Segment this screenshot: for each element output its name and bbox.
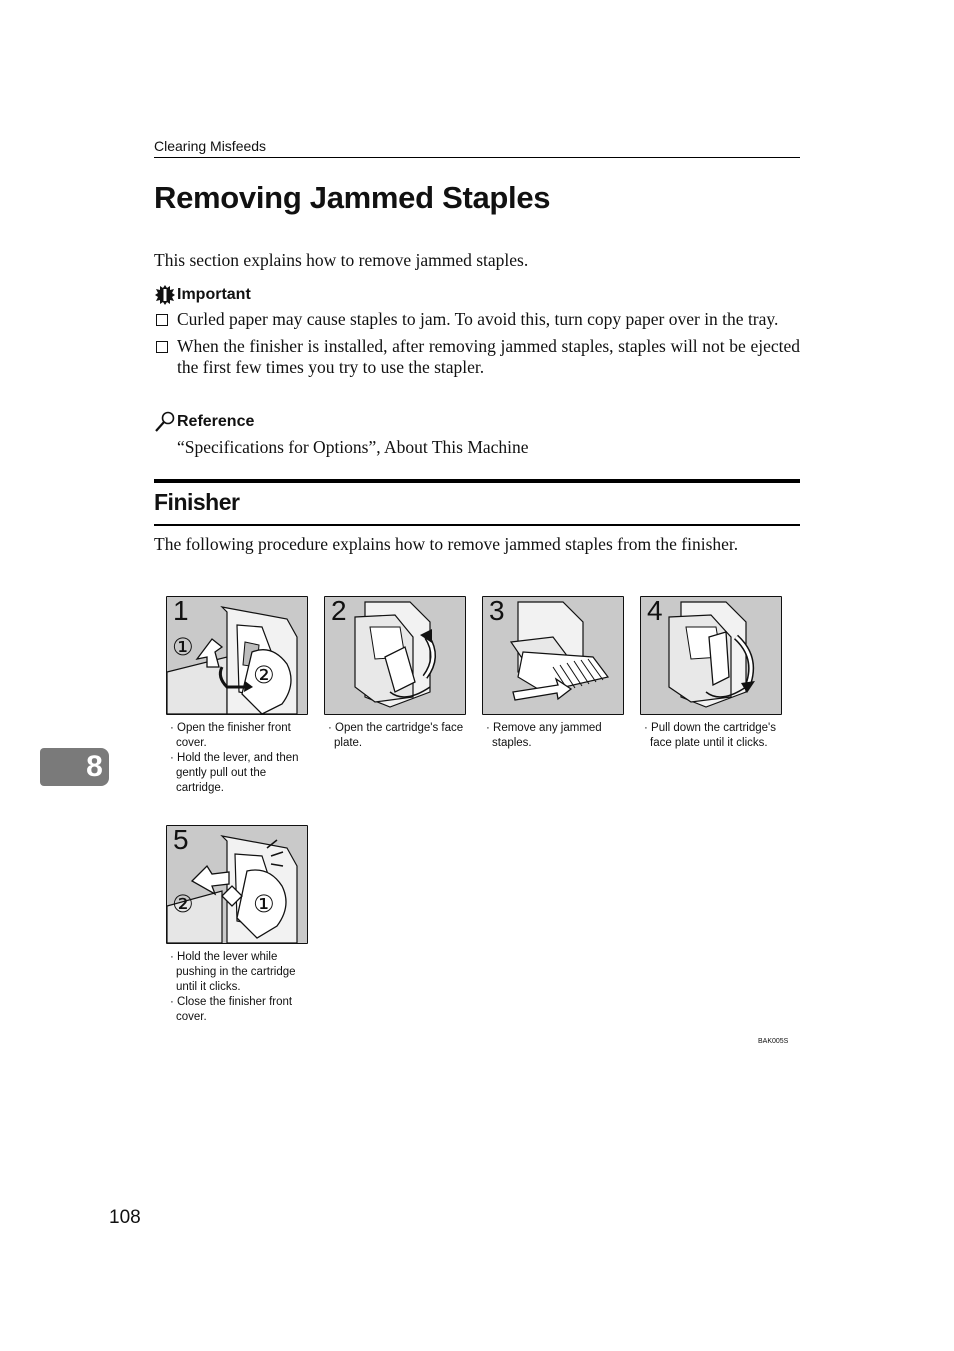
page-number: 108 (109, 1207, 141, 1228)
section-intro: The following procedure explains how to remove jammed staples from the finisher. (154, 534, 739, 554)
reference-label: Reference (177, 413, 255, 430)
step-caption (482, 721, 624, 751)
important-heading (154, 284, 251, 306)
checkbox-icon (156, 341, 168, 353)
reference-text: “Specifications for Options”, About This Machine (177, 437, 529, 457)
chapter-tab: 8 (40, 748, 109, 786)
figure-code: BAK005S (758, 1038, 789, 1045)
important-icon (154, 284, 176, 306)
important-list (154, 309, 800, 384)
step-caption (166, 721, 308, 796)
step-4 (640, 596, 782, 751)
step-number: 3 (489, 596, 505, 626)
step-number: 1 (173, 596, 189, 626)
step-illustration (166, 596, 308, 715)
checkbox-icon (156, 314, 168, 326)
intro-text: This section explains how to remove jammed staples. (154, 250, 529, 270)
circled-number-1: ① (253, 890, 275, 918)
step-illustration (482, 596, 624, 715)
circled-number-2: ② (172, 890, 194, 918)
step-illustration (324, 596, 466, 715)
section-rule-bottom (154, 524, 800, 526)
caption-line: · Close the finisher front cover. (170, 996, 293, 1023)
step-number: 4 (647, 596, 663, 626)
step-illustration (640, 596, 782, 715)
caption-line: · Open the cartridge's face plate. (328, 722, 464, 749)
list-item (154, 309, 800, 330)
step-number: 2 (331, 596, 347, 626)
step-caption (324, 721, 466, 751)
section-rule-top (154, 479, 800, 483)
list-item-text: When the finisher is installed, after removing jammed staples, staples will not be ejected the first few times you try to use the stapler. (177, 336, 800, 377)
reference-heading (154, 411, 254, 433)
page-title: Removing Jammed Staples (154, 180, 551, 215)
circled-number-1: ① (172, 633, 194, 661)
section-title: Finisher (154, 489, 240, 515)
caption-line: · Open the finisher front cover. (170, 722, 291, 749)
circled-number-2: ② (253, 661, 275, 689)
step-3 (482, 596, 624, 751)
important-label: Important (177, 286, 251, 303)
step-caption (166, 950, 308, 1025)
step-illustration (166, 825, 308, 944)
magnifier-icon (154, 411, 176, 433)
step-number: 5 (173, 825, 189, 855)
caption-line: · Pull down the cartridge's face plate until it clicks. (644, 722, 776, 749)
caption-line: · Hold the lever, and then gently pull out the cartridge. (170, 752, 299, 794)
step-caption (640, 721, 782, 751)
list-item (154, 336, 800, 378)
caption-line: · Remove any jammed staples. (486, 722, 602, 749)
running-head: Clearing Misfeeds (154, 138, 800, 158)
step-5 (166, 825, 308, 1025)
step-2 (324, 596, 466, 751)
list-item-text: Curled paper may cause staples to jam. To avoid this, turn copy paper over in the tray. (177, 309, 779, 329)
step-1 (166, 596, 308, 796)
caption-line: · Hold the lever while pushing in the cartridge until it clicks. (170, 951, 296, 993)
